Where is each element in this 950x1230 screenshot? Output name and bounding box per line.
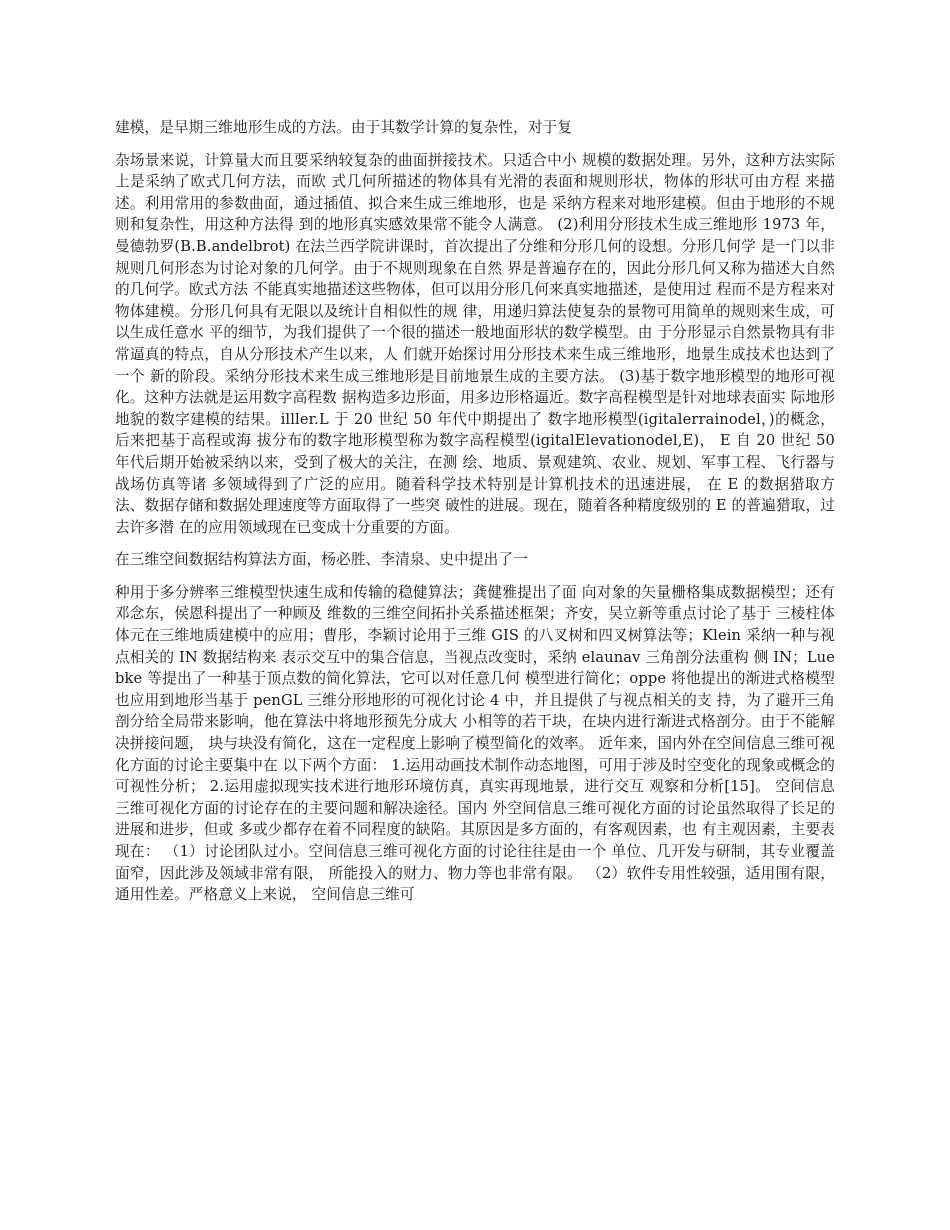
paragraph-4: 种用于多分辨率三维模型快速生成和传输的稳健算法；龚健雅提出了面 向对象的矢量栅格集成数据模型；还有邓念东，侯恩科提出了一种顾及 维数的三维空间拓扑关系描述框架；齐安，吴立新等重点讨论了基于 三棱柱体体元在三维地质建模中的应用；曹彤，李颖讨论用于三维 GIS 的八叉树和四叉树算法等；Klein 采纳一种与视点相关的 IN 数据结构来 表示交互中的集合信息，当视点改变时，采纳 elaunav 三角剖分法重构 侧 IN；Luebke 等提出了一种基于顶点数的简化算法，它可以对任意几何 模型进行简化；oppe 将他提出的渐进式格模型也应用到地形当基于 penGL 三维分形地形的可视化讨论 4 中，并且提供了与视点相关的支 持，为了避开三角剖分给全局带来影响，他在算法中将地形预先分成大 小相等的若干块，在块内进行渐进式格剖分。由于不能解决拼接问题， 块与块没有简化，这在一定程度上影响了模型简化的效率。 近年来，国内外在空间信息三维可视化方面的讨论主要集中在 以下两个方面： 1.运用动画技术制作动态地图，可用于涉及时空变化的现象或概念的 可视性分析； 2.运用虚拟现实技术进行地形环境仿真，真实再现地景，进行交互 观察和分析[15]。 空间信息三维可视化方面的讨论存在的主要问题和解决途径。国内 外空间信息三维可视化方面的讨论虽然取得了长足的进展和进步，但或 多或少都存在着不同程度的缺陷。其原因是多方面的，有客观因素，也 有主观因素，主要表现在： （1）讨论团队过小。空间信息三维可视化方面的讨论往往是由一个 单位、几开发与研制，其专业覆盖面窄，因此涉及领域非常有限， 所能投入的财力、物力等也非常有限。 （2）软件专用性较强，适用围有限，通用性差。严格意义上来说， 空间信息三维可 (115, 583, 835, 904)
paragraph-1: 建模，是早期三维地形生成的方法。由于其数学计算的复杂性，对于复 (115, 119, 573, 136)
paragraph-3: 在三维空间数据结构算法方面，杨必胜、李清泉、史中提出了一 (115, 551, 528, 569)
document-body (115, 117, 835, 917)
paragraph-2: 杂场景来说，计算量大而且要采纳较复杂的曲面拼接技术。只适合中小 规模的数据处理。另外，这种方法实际上是采纳了欧式几何方法，而欧 式几何所描述的物体具有光滑的表面和规则形状，物体的形状可由方程 来描述。利用常用的参数曲面，通过插值、拟合来生成三维地形，也是 采纳方程来对地形建模。但由于地形的不规则和复杂性，用这种方法得 到的地形真实感效果常不能令人满意。 (2)利用分形技术生成三维地形 1973 年，曼德勃罗(B.B.andelbrot) 在法兰西学院讲课时，首次提出了分维和分形几何的设想。分形几何学 是一门以非规则几何形态为讨论对象的几何学。由于不规则现象在自然 界是普遍存在的，因此分形几何又称为描述大自然的几何学。欧式方法 不能真实地描述这些物体，但可以用分形几何来真实地描述，是使用过 程而不是方程来对物体建模。分形几何具有无限以及统计自相似性的规 律，用递归算法使复杂的景物可用简单的规则来生成，可以生成任意水 平的细节，为我们提供了一个很的描述一般地面形状的数学模型。由 于分形显示自然景物具有非常逼真的特点，自从分形技术产生以来，人 们就开始探讨用分形技术来生成三维地形，地景生成技术也达到了一个 新的阶段。采纳分形技术来生成三维地形是目前地景生成的主要方法。 (3)基于数字地形模型的地形可视化。这种方法就是运用数字高程数 据构造多边形面，用多边形格逼近。数字高程模型是针对地球表面实 际地形地貌的数字建模的结果。illler.L 于 20 世纪 50 年代中期提出了 数字地形模型(igitalerrainodel，)的概念，后来把基于高程或海 拔分布的数字地形模型称为数字高程模型(igitalElevationodel,E)， E 自 20 世纪 50 年代后期开始被采纳以来，受到了极大的关注，在测 绘、地质、景观建筑、农业、规划、军事工程、飞行器与战场仿真等诸 多领域得到了广泛的应用。随着科学技术特别是计算机技术的迅速进展， 在 E 的数据猎取方法、数据存储和数据处理速度等方面取得了一些突 破性的进展。现在，随着各种精度级别的 E 的普遍猎取，过去许多潜 在的应用领域现在已变成十分重要的方面。 (115, 151, 835, 536)
